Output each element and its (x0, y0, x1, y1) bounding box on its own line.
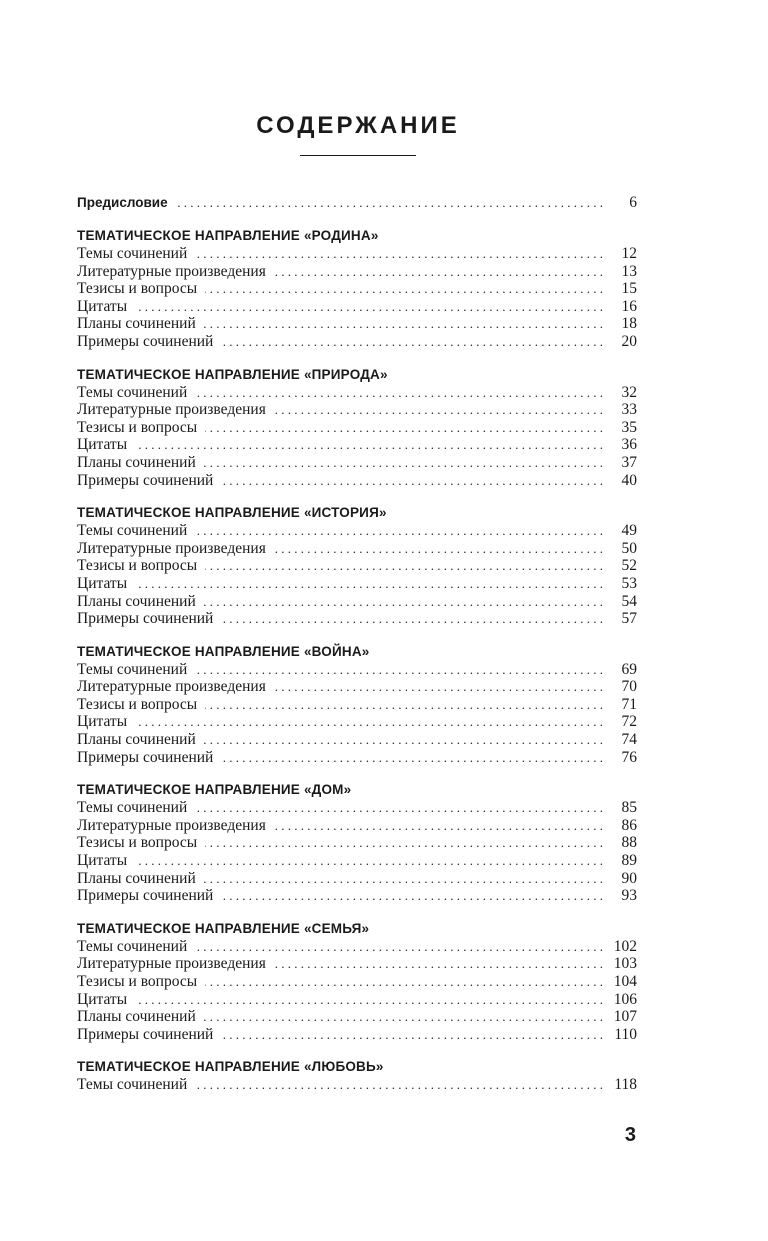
toc-entry-page: 37 (621, 453, 637, 471)
dot-leader (176, 192, 603, 214)
page-title: СОДЕРЖАНИЕ (256, 112, 460, 139)
section-heading: ТЕМАТИЧЕСКОЕ НАПРАВЛЕНИЕ «ДОМ» (77, 782, 352, 798)
toc-section (77, 504, 637, 628)
section-heading: ТЕМАТИЧЕСКОЕ НАПРАВЛЕНИЕ «РОДИНА» (77, 228, 379, 243)
dot-leader (135, 575, 603, 593)
toc-entry[interactable] (77, 749, 637, 767)
toc-entry[interactable] (77, 1076, 637, 1094)
toc-section (77, 920, 637, 1044)
dot-leader (274, 955, 603, 973)
toc-section (77, 643, 637, 767)
dot-leader (135, 713, 603, 731)
toc-entry-label: Планы сочинений (77, 592, 196, 610)
toc-entry-label: Темы сочинений (77, 937, 188, 955)
dot-leader (195, 1076, 603, 1094)
section-heading: ТЕМАТИЧЕСКОЕ НАПРАВЛЕНИЕ «ПРИРОДА» (77, 366, 388, 382)
toc-entry[interactable] (77, 540, 637, 558)
toc-entry[interactable] (77, 973, 637, 991)
toc-entry-page: 36 (621, 436, 637, 454)
toc-entry-page: 76 (621, 748, 637, 766)
toc-entry-label: Планы сочинений (77, 869, 196, 887)
toc-entry[interactable] (77, 661, 637, 679)
toc-entry[interactable] (77, 834, 637, 852)
toc-entry-page: 103 (613, 955, 637, 973)
toc-entry-label: Планы сочинений (77, 315, 196, 333)
toc-entry-page: 35 (621, 418, 637, 436)
toc-entry-label: Темы сочинений (77, 799, 188, 817)
toc-entry[interactable] (77, 1026, 637, 1044)
toc-entry-page: 15 (621, 280, 637, 298)
toc-entry-label: Цитаты (77, 436, 128, 454)
toc-entry-label: Тезисы и вопросы (77, 280, 198, 298)
toc-entry-page: 106 (613, 990, 637, 1008)
toc-entry[interactable] (77, 575, 637, 593)
toc-entry[interactable] (77, 384, 637, 402)
dot-leader (221, 749, 603, 767)
toc-entry-page: 52 (621, 557, 637, 575)
toc-entry[interactable] (77, 419, 637, 437)
toc-sections (77, 227, 637, 1094)
section-heading: ТЕМАТИЧЕСКОЕ НАПРАВЛЕНИЕ «ИСТОРИЯ» (77, 505, 387, 521)
toc-entry-page: 18 (621, 315, 637, 333)
toc-entry[interactable] (77, 557, 637, 575)
toc-entry-label: Тезисы и вопросы (77, 557, 198, 575)
section-heading: ТЕМАТИЧЕСКОЕ НАПРАВЛЕНИЕ «ВОЙНА» (77, 643, 370, 659)
dot-leader (204, 1008, 603, 1026)
dot-leader (204, 870, 603, 888)
toc-entry-page: 88 (621, 834, 637, 852)
table-of-contents (77, 192, 637, 1109)
toc-entry-label: Литературные произведения (77, 539, 266, 557)
toc-entry-page: 104 (613, 973, 637, 990)
toc-entry-label: Темы сочинений (77, 245, 188, 262)
toc-entry-label: Тезисы и вопросы (77, 973, 198, 990)
toc-entry[interactable] (77, 401, 637, 419)
toc-entry-page: 6 (629, 194, 637, 211)
toc-entry-label: Темы сочинений (77, 1076, 188, 1094)
toc-entry-page: 69 (621, 660, 637, 678)
dot-leader (205, 557, 603, 575)
toc-entry-page: 71 (621, 695, 637, 713)
dot-leader (205, 696, 603, 714)
toc-entry-label: Цитаты (77, 852, 128, 870)
toc-entry[interactable] (77, 436, 637, 454)
section-heading: ТЕМАТИЧЕСКОЕ НАПРАВЛЕНИЕ «ЛЮБОВЬ» (77, 1059, 384, 1075)
toc-entry-page: 53 (621, 574, 637, 592)
toc-entry-label: Темы сочинений (77, 660, 188, 678)
toc-entry[interactable] (77, 263, 637, 281)
toc-entry-page: 107 (613, 1008, 637, 1026)
toc-entry-page: 57 (621, 610, 637, 628)
page-number: 3 (624, 1124, 636, 1146)
toc-entry-preface[interactable] (77, 192, 637, 214)
toc-entry-page: 12 (621, 245, 637, 262)
dot-leader (195, 799, 603, 817)
toc-section (77, 1058, 637, 1094)
toc-entry-page: 49 (621, 522, 637, 540)
toc-entry-label: Цитаты (77, 713, 128, 731)
toc-entry[interactable] (77, 991, 637, 1009)
dot-leader (204, 315, 603, 333)
toc-entry-label: Литературные произведения (77, 955, 266, 973)
toc-entry-page: 118 (614, 1076, 637, 1094)
dot-leader (221, 887, 603, 905)
toc-entry-label: Цитаты (77, 297, 128, 315)
dot-leader (195, 245, 603, 263)
toc-entry-label: Тезисы и вопросы (77, 418, 198, 436)
toc-entry-page: 72 (621, 713, 637, 731)
toc-entry-label: Цитаты (77, 574, 128, 592)
toc-entry-page: 54 (621, 592, 637, 610)
dot-leader (204, 454, 603, 472)
toc-entry-label: Тезисы и вопросы (77, 695, 198, 713)
toc-entry-page: 90 (621, 869, 637, 887)
dot-leader (195, 522, 603, 540)
toc-entry-label: Предисловие (77, 195, 168, 210)
dot-leader (205, 280, 603, 298)
toc-entry-label: Цитаты (77, 990, 128, 1008)
dot-leader (221, 610, 603, 628)
dot-leader (274, 263, 603, 281)
toc-entry-label: Планы сочинений (77, 453, 196, 471)
toc-entry[interactable] (77, 298, 637, 316)
toc-entry-label: Планы сочинений (77, 731, 196, 749)
toc-entry-label: Примеры сочинений (77, 610, 214, 628)
toc-entry[interactable] (77, 817, 637, 835)
toc-entry-label: Литературные произведения (77, 678, 266, 696)
toc-entry-page: 32 (621, 383, 637, 401)
dot-leader (205, 419, 603, 437)
toc-entry[interactable] (77, 333, 637, 351)
toc-entry-page: 20 (621, 332, 637, 350)
toc-entry-label: Тезисы и вопросы (77, 834, 198, 852)
toc-entry[interactable] (77, 870, 637, 888)
dot-leader (274, 817, 603, 835)
dot-leader (135, 436, 603, 454)
toc-entry-page: 89 (621, 852, 637, 870)
toc-entry-page: 40 (621, 471, 637, 489)
toc-entry[interactable] (77, 280, 637, 298)
toc-entry-label: Планы сочинений (77, 1008, 196, 1026)
dot-leader (274, 540, 603, 558)
dot-leader (274, 401, 603, 419)
dot-leader (221, 472, 603, 490)
dot-leader (195, 384, 603, 402)
toc-entry-label: Примеры сочинений (77, 1025, 214, 1043)
toc-entry-page: 50 (621, 539, 637, 557)
toc-section (77, 366, 637, 490)
toc-entry-page: 70 (621, 678, 637, 696)
toc-entry-page: 16 (621, 297, 637, 315)
dot-leader (204, 731, 603, 749)
toc-entry[interactable] (77, 799, 637, 817)
toc-entry-label: Литературные произведения (77, 262, 266, 280)
toc-entry[interactable] (77, 887, 637, 905)
dot-leader (221, 333, 603, 351)
toc-entry[interactable] (77, 245, 637, 263)
toc-entry[interactable] (77, 472, 637, 490)
toc-entry-page: 13 (621, 262, 637, 280)
dot-leader (195, 661, 603, 679)
toc-entry[interactable] (77, 731, 637, 749)
dot-leader (135, 298, 603, 316)
toc-entry[interactable] (77, 678, 637, 696)
toc-entry[interactable] (77, 610, 637, 628)
toc-entry-label: Темы сочинений (77, 522, 188, 540)
dot-leader (135, 852, 603, 870)
toc-entry[interactable] (77, 454, 637, 472)
toc-entry-label: Темы сочинений (77, 383, 188, 401)
dot-leader (135, 991, 603, 1009)
toc-section (77, 781, 637, 905)
toc-entry-page: 110 (614, 1025, 637, 1043)
toc-entry[interactable] (77, 713, 637, 731)
dot-leader (205, 834, 603, 852)
dot-leader (274, 678, 603, 696)
toc-entry-label: Литературные произведения (77, 401, 266, 419)
toc-entry[interactable] (77, 315, 637, 333)
toc-section (77, 227, 637, 351)
title-underline (300, 155, 416, 156)
section-heading: ТЕМАТИЧЕСКОЕ НАПРАВЛЕНИЕ «СЕМЬЯ» (77, 920, 370, 936)
toc-entry-page: 86 (621, 816, 637, 834)
dot-leader (205, 973, 603, 991)
toc-entry-page: 102 (613, 937, 637, 955)
toc-entry[interactable] (77, 696, 637, 714)
toc-entry-page: 85 (621, 799, 637, 817)
toc-entry-page: 74 (621, 731, 637, 749)
toc-entry-label: Примеры сочинений (77, 471, 214, 489)
toc-entry[interactable] (77, 1008, 637, 1026)
dot-leader (221, 1026, 603, 1044)
toc-entry[interactable] (77, 852, 637, 870)
toc-entry-label: Примеры сочинений (77, 887, 214, 905)
toc-entry[interactable] (77, 522, 637, 540)
dot-leader (204, 593, 603, 611)
dot-leader (195, 938, 603, 956)
toc-entry-label: Литературные произведения (77, 816, 266, 834)
toc-entry-page: 33 (621, 401, 637, 419)
toc-entry[interactable] (77, 938, 637, 956)
toc-entry[interactable] (77, 593, 637, 611)
toc-entry[interactable] (77, 955, 637, 973)
toc-entry-label: Примеры сочинений (77, 332, 214, 350)
toc-entry-label: Примеры сочинений (77, 748, 214, 766)
toc-entry-page: 93 (621, 887, 637, 905)
